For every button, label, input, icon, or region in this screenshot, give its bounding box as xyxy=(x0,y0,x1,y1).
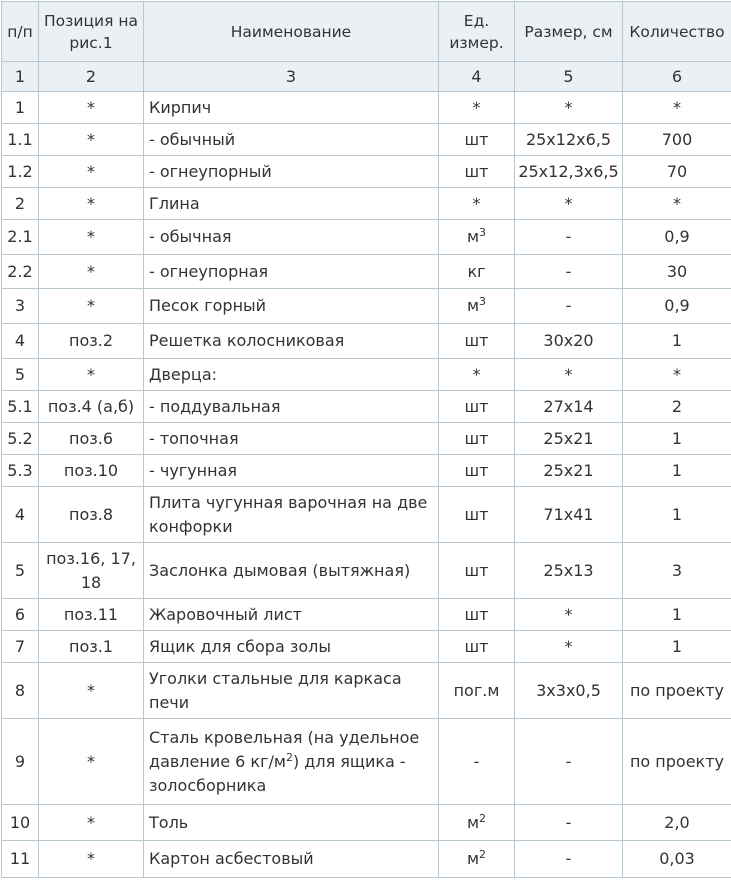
row-unit xyxy=(439,220,515,255)
row-size: 71x41 xyxy=(515,487,623,543)
header-name: Наименование xyxy=(144,2,439,62)
row-number: 6 xyxy=(2,599,39,631)
row-unit: шт xyxy=(439,487,515,543)
row-quantity: 1 xyxy=(623,599,731,631)
row-name: Заслонка дымовая (вытяжная) xyxy=(144,543,439,599)
row-number: 9 xyxy=(2,719,39,805)
row-quantity: * xyxy=(623,188,731,220)
unit-superscript: 2 xyxy=(479,812,486,825)
row-position: * xyxy=(39,841,144,878)
row-position: поз.11 xyxy=(39,599,144,631)
row-number: 4 xyxy=(2,487,39,543)
row-position: * xyxy=(39,359,144,391)
row-quantity: 70 xyxy=(623,156,731,188)
row-number: 5.3 xyxy=(2,455,39,487)
row-quantity: по проекту xyxy=(623,663,731,719)
row-size: * xyxy=(515,631,623,663)
row-name: Толь xyxy=(144,805,439,841)
row-number: 10 xyxy=(2,805,39,841)
row-position: поз.1 xyxy=(39,631,144,663)
header-num: п/п xyxy=(2,2,39,62)
row-unit: шт xyxy=(439,455,515,487)
row-position: * xyxy=(39,92,144,124)
row-position: * xyxy=(39,719,144,805)
row-size: 25x21 xyxy=(515,423,623,455)
row-size: 25x12,3x6,5 xyxy=(515,156,623,188)
table-row xyxy=(2,719,731,805)
table-row xyxy=(2,631,731,663)
row-number: 1 xyxy=(2,92,39,124)
row-unit xyxy=(439,289,515,324)
column-number: 4 xyxy=(439,62,515,92)
row-unit xyxy=(439,841,515,878)
row-size: 3x3x0,5 xyxy=(515,663,623,719)
row-unit: * xyxy=(439,188,515,220)
row-name xyxy=(144,719,439,805)
row-unit: шт xyxy=(439,631,515,663)
table-row xyxy=(2,124,731,156)
row-number: 5 xyxy=(2,543,39,599)
row-name: Дверца: xyxy=(144,359,439,391)
row-name: - обычная xyxy=(144,220,439,255)
row-position: * xyxy=(39,289,144,324)
column-number: 6 xyxy=(623,62,731,92)
row-quantity: * xyxy=(623,359,731,391)
row-number: 2 xyxy=(2,188,39,220)
table-row xyxy=(2,391,731,423)
row-number: 8 xyxy=(2,663,39,719)
row-number: 5.1 xyxy=(2,391,39,423)
row-unit: * xyxy=(439,359,515,391)
column-number: 1 xyxy=(2,62,39,92)
table-row xyxy=(2,359,731,391)
row-position: * xyxy=(39,156,144,188)
column-number: 5 xyxy=(515,62,623,92)
table-row xyxy=(2,455,731,487)
row-size: 30x20 xyxy=(515,324,623,359)
row-number: 5.2 xyxy=(2,423,39,455)
row-position: поз.10 xyxy=(39,455,144,487)
row-size: - xyxy=(515,841,623,878)
header-row xyxy=(2,2,731,62)
table-row xyxy=(2,841,731,878)
header-position: Позиция на рис.1 xyxy=(39,2,144,62)
row-size: - xyxy=(515,719,623,805)
row-size: * xyxy=(515,92,623,124)
header-size: Размер, см xyxy=(515,2,623,62)
row-number: 3 xyxy=(2,289,39,324)
row-name: - топочная xyxy=(144,423,439,455)
row-number: 1.1 xyxy=(2,124,39,156)
row-size: * xyxy=(515,188,623,220)
row-quantity: по проекту xyxy=(623,719,731,805)
row-unit: шт xyxy=(439,423,515,455)
table-row xyxy=(2,599,731,631)
row-name: Ящик для сбора золы xyxy=(144,631,439,663)
table-row xyxy=(2,220,731,255)
unit-text: м xyxy=(467,849,479,868)
row-unit: * xyxy=(439,92,515,124)
row-quantity: 2 xyxy=(623,391,731,423)
row-position: * xyxy=(39,124,144,156)
row-unit: пог.м xyxy=(439,663,515,719)
row-position: * xyxy=(39,255,144,289)
row-size: - xyxy=(515,289,623,324)
row-size: - xyxy=(515,255,623,289)
row-position: поз.2 xyxy=(39,324,144,359)
row-quantity: 0,9 xyxy=(623,289,731,324)
row-number: 5 xyxy=(2,359,39,391)
column-number: 3 xyxy=(144,62,439,92)
row-quantity: 1 xyxy=(623,324,731,359)
row-number: 1.2 xyxy=(2,156,39,188)
row-name: Кирпич xyxy=(144,92,439,124)
row-quantity: 0,9 xyxy=(623,220,731,255)
table-row xyxy=(2,324,731,359)
row-unit: шт xyxy=(439,124,515,156)
table-row xyxy=(2,255,731,289)
row-unit xyxy=(439,805,515,841)
row-quantity: 1 xyxy=(623,423,731,455)
row-position: поз.16, 17, 18 xyxy=(39,543,144,599)
unit-superscript: 3 xyxy=(479,295,486,308)
row-name: Глина xyxy=(144,188,439,220)
row-unit: шт xyxy=(439,391,515,423)
row-size: - xyxy=(515,805,623,841)
row-quantity: 30 xyxy=(623,255,731,289)
row-name-text: ) для ящика - золосборника xyxy=(149,752,406,795)
row-position: поз.4 (а,б) xyxy=(39,391,144,423)
unit-text: м xyxy=(467,296,479,315)
row-position: * xyxy=(39,188,144,220)
row-unit: кг xyxy=(439,255,515,289)
row-number: 4 xyxy=(2,324,39,359)
row-position: поз.6 xyxy=(39,423,144,455)
header-quantity: Количество xyxy=(623,2,731,62)
table-row xyxy=(2,663,731,719)
header-unit: Ед. измер. xyxy=(439,2,515,62)
unit-text: м xyxy=(467,227,479,246)
row-position: * xyxy=(39,663,144,719)
row-number: 2.1 xyxy=(2,220,39,255)
row-unit: шт xyxy=(439,543,515,599)
row-unit: шт xyxy=(439,324,515,359)
row-number: 2.2 xyxy=(2,255,39,289)
row-position: * xyxy=(39,805,144,841)
unit-superscript: 2 xyxy=(479,848,486,861)
row-size: 25x12x6,5 xyxy=(515,124,623,156)
row-number: 7 xyxy=(2,631,39,663)
row-quantity: * xyxy=(623,92,731,124)
table-row xyxy=(2,188,731,220)
row-name: - обычный xyxy=(144,124,439,156)
row-name: - чугунная xyxy=(144,455,439,487)
row-quantity: 2,0 xyxy=(623,805,731,841)
table-row xyxy=(2,423,731,455)
row-name: Плита чугунная варочная на две конфорки xyxy=(144,487,439,543)
row-quantity: 3 xyxy=(623,543,731,599)
row-name: Картон асбестовый xyxy=(144,841,439,878)
row-unit: шт xyxy=(439,156,515,188)
unit-text: м xyxy=(467,813,479,832)
column-number: 2 xyxy=(39,62,144,92)
row-quantity: 0,03 xyxy=(623,841,731,878)
row-number: 11 xyxy=(2,841,39,878)
table-row xyxy=(2,805,731,841)
table-row xyxy=(2,487,731,543)
table-row xyxy=(2,543,731,599)
row-size: 25x13 xyxy=(515,543,623,599)
unit-superscript: 3 xyxy=(479,226,486,239)
row-unit: шт xyxy=(439,599,515,631)
row-quantity: 1 xyxy=(623,455,731,487)
row-position: поз.8 xyxy=(39,487,144,543)
row-size: * xyxy=(515,359,623,391)
name-superscript: 2 xyxy=(286,751,293,764)
row-name: Жаровочный лист xyxy=(144,599,439,631)
row-quantity: 1 xyxy=(623,631,731,663)
row-size: - xyxy=(515,220,623,255)
row-size: 27x14 xyxy=(515,391,623,423)
row-size: * xyxy=(515,599,623,631)
row-position: * xyxy=(39,220,144,255)
row-name: - огнеупорный xyxy=(144,156,439,188)
column-number-row xyxy=(2,62,731,92)
row-name: - поддувальная xyxy=(144,391,439,423)
materials-table xyxy=(1,1,731,878)
row-quantity: 1 xyxy=(623,487,731,543)
row-name: Уголки стальные для каркаса печи xyxy=(144,663,439,719)
row-name: Песок горный xyxy=(144,289,439,324)
row-size: 25x21 xyxy=(515,455,623,487)
row-name: - огнеупорная xyxy=(144,255,439,289)
table-row xyxy=(2,289,731,324)
table-row xyxy=(2,156,731,188)
materials-table-body xyxy=(2,2,731,878)
row-quantity: 700 xyxy=(623,124,731,156)
table-row xyxy=(2,92,731,124)
row-name-text: Сталь кровельная (на удельное давление 6 кг/м xyxy=(149,728,419,771)
row-name: Решетка колосниковая xyxy=(144,324,439,359)
row-unit: - xyxy=(439,719,515,805)
